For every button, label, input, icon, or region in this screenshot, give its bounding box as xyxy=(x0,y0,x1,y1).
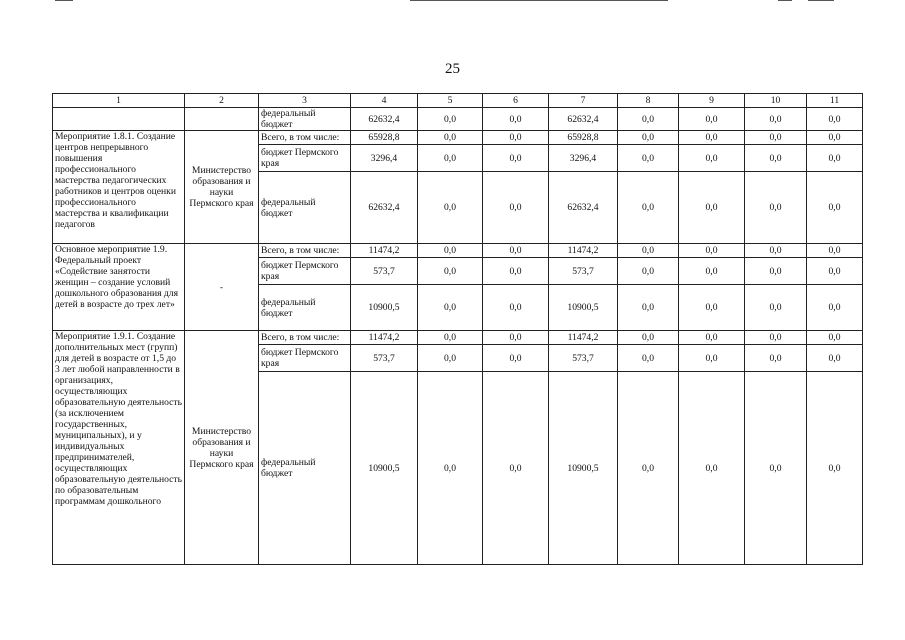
value-cell: 10900,5 xyxy=(351,285,418,331)
value-cell: 11474,2 xyxy=(549,244,618,258)
value-cell: 0,0 xyxy=(618,372,679,565)
value-cell: 0,0 xyxy=(418,345,483,372)
value-cell: 11474,2 xyxy=(351,331,418,345)
value-cell: 0,0 xyxy=(679,372,745,565)
value-cell: 0,0 xyxy=(745,244,807,258)
table-row xyxy=(53,108,863,131)
value-cell: 62632,4 xyxy=(351,108,418,131)
value-cell: 0,0 xyxy=(745,331,807,345)
header-cell: 6 xyxy=(483,94,549,108)
value-cell: 0,0 xyxy=(618,258,679,285)
value-cell: 0,0 xyxy=(418,285,483,331)
value-cell: 0,0 xyxy=(418,108,483,131)
value-cell: 573,7 xyxy=(351,345,418,372)
activity-cell: Основное мероприятие 1.9. Федеральный проект «Содействие занятости женщин – создание условий дошкольного образования для детей в возрасте до трех лет» xyxy=(53,244,185,331)
value-cell: 0,0 xyxy=(679,285,745,331)
value-cell: 3296,4 xyxy=(549,145,618,172)
activity-cell: Мероприятие 1.8.1. Создание центров непрерывного повышения профессионального мастерства педагогических работников и центров оценки профессионального мастерства и квалификации педагогов xyxy=(53,131,185,244)
value-cell: 0,0 xyxy=(679,258,745,285)
value-cell: 11474,2 xyxy=(549,331,618,345)
activity-cell xyxy=(53,108,185,131)
header-cell: 3 xyxy=(259,94,351,108)
value-cell: 0,0 xyxy=(807,108,863,131)
header-cell: 7 xyxy=(549,94,618,108)
header-cell: 4 xyxy=(351,94,418,108)
executor-cell: Министерство образования и науки Пермского края xyxy=(185,131,259,244)
value-cell: 0,0 xyxy=(745,258,807,285)
value-cell: 0,0 xyxy=(483,258,549,285)
value-cell: 62632,4 xyxy=(549,172,618,244)
value-cell: 0,0 xyxy=(483,172,549,244)
activity-cell: Мероприятие 1.9.1. Создание дополнительных мест (групп) для детей в возрасте от 1,5 до 3 лет любой направленности в организациях, осуществляющих образовательную деятельность (за исключением государственных, муниципальных), и у индивидуальных предпринимателей, осуществляющих образовательную деятельность по образовательным программам дошкольного xyxy=(53,331,185,565)
value-cell: 11474,2 xyxy=(351,244,418,258)
header-cell: 2 xyxy=(185,94,259,108)
table-row xyxy=(53,131,863,145)
header-cell: 5 xyxy=(418,94,483,108)
table-row xyxy=(53,331,863,345)
value-cell: 0,0 xyxy=(679,145,745,172)
value-cell: 0,0 xyxy=(618,145,679,172)
value-cell: 0,0 xyxy=(483,108,549,131)
source-cell: федеральный бюджет xyxy=(259,372,351,565)
value-cell: 0,0 xyxy=(483,331,549,345)
value-cell: 0,0 xyxy=(679,172,745,244)
top-rule-left xyxy=(55,0,73,1)
source-cell: бюджет Пермского края xyxy=(259,258,351,285)
value-cell: 0,0 xyxy=(618,345,679,372)
source-cell: Всего, в том числе: xyxy=(259,331,351,345)
value-cell: 0,0 xyxy=(679,108,745,131)
value-cell: 0,0 xyxy=(807,285,863,331)
value-cell: 573,7 xyxy=(549,345,618,372)
value-cell: 0,0 xyxy=(418,244,483,258)
value-cell: 10900,5 xyxy=(351,372,418,565)
value-cell: 0,0 xyxy=(745,285,807,331)
value-cell: 573,7 xyxy=(549,258,618,285)
value-cell: 0,0 xyxy=(679,131,745,145)
source-cell: федеральный бюджет xyxy=(259,108,351,131)
value-cell: 0,0 xyxy=(745,108,807,131)
value-cell: 0,0 xyxy=(418,372,483,565)
value-cell: 0,0 xyxy=(807,172,863,244)
value-cell: 0,0 xyxy=(418,145,483,172)
header-row xyxy=(53,94,863,108)
value-cell: 0,0 xyxy=(418,172,483,244)
table-row xyxy=(53,244,863,258)
value-cell: 0,0 xyxy=(745,172,807,244)
top-rule-middle xyxy=(410,0,668,1)
value-cell: 0,0 xyxy=(679,331,745,345)
value-cell: 0,0 xyxy=(483,145,549,172)
value-cell: 0,0 xyxy=(483,285,549,331)
executor-cell xyxy=(185,108,259,131)
value-cell: 0,0 xyxy=(418,331,483,345)
header-cell: 1 xyxy=(53,94,185,108)
value-cell: 0,0 xyxy=(807,258,863,285)
value-cell: 0,0 xyxy=(679,244,745,258)
source-cell: бюджет Пермского края xyxy=(259,345,351,372)
value-cell: 0,0 xyxy=(483,345,549,372)
value-cell: 0,0 xyxy=(618,331,679,345)
value-cell: 3296,4 xyxy=(351,145,418,172)
top-rule-right-2 xyxy=(808,0,834,1)
value-cell: 62632,4 xyxy=(549,108,618,131)
source-cell: бюджет Пермского края xyxy=(259,145,351,172)
page-number: 25 xyxy=(445,61,460,77)
source-cell: федеральный бюджет xyxy=(259,172,351,244)
value-cell: 0,0 xyxy=(745,345,807,372)
value-cell: 0,0 xyxy=(483,372,549,565)
value-cell: 0,0 xyxy=(807,145,863,172)
value-cell: 0,0 xyxy=(807,345,863,372)
header-cell: 8 xyxy=(618,94,679,108)
value-cell: 10900,5 xyxy=(549,372,618,565)
value-cell: 0,0 xyxy=(418,131,483,145)
value-cell: 0,0 xyxy=(618,108,679,131)
value-cell: 0,0 xyxy=(745,145,807,172)
value-cell: 0,0 xyxy=(618,131,679,145)
value-cell: 0,0 xyxy=(807,131,863,145)
value-cell: 0,0 xyxy=(679,345,745,372)
header-cell: 9 xyxy=(679,94,745,108)
value-cell: 0,0 xyxy=(618,172,679,244)
value-cell: 0,0 xyxy=(745,131,807,145)
value-cell: 0,0 xyxy=(807,372,863,565)
executor-cell: - xyxy=(185,244,259,331)
top-rule-right-1 xyxy=(778,0,792,1)
source-cell: Всего, в том числе: xyxy=(259,244,351,258)
value-cell: 0,0 xyxy=(807,244,863,258)
header-cell: 11 xyxy=(807,94,863,108)
header-cell: 10 xyxy=(745,94,807,108)
value-cell: 65928,8 xyxy=(549,131,618,145)
source-cell: Всего, в том числе: xyxy=(259,131,351,145)
value-cell: 62632,4 xyxy=(351,172,418,244)
value-cell: 65928,8 xyxy=(351,131,418,145)
value-cell: 10900,5 xyxy=(549,285,618,331)
source-cell: федеральный бюджет xyxy=(259,285,351,331)
value-cell: 573,7 xyxy=(351,258,418,285)
value-cell: 0,0 xyxy=(807,331,863,345)
budget-table xyxy=(52,93,863,565)
value-cell: 0,0 xyxy=(483,131,549,145)
value-cell: 0,0 xyxy=(618,244,679,258)
value-cell: 0,0 xyxy=(618,285,679,331)
value-cell: 0,0 xyxy=(418,258,483,285)
executor-cell: Министерство образования и науки Пермского края xyxy=(185,331,259,565)
value-cell: 0,0 xyxy=(483,244,549,258)
value-cell: 0,0 xyxy=(745,372,807,565)
